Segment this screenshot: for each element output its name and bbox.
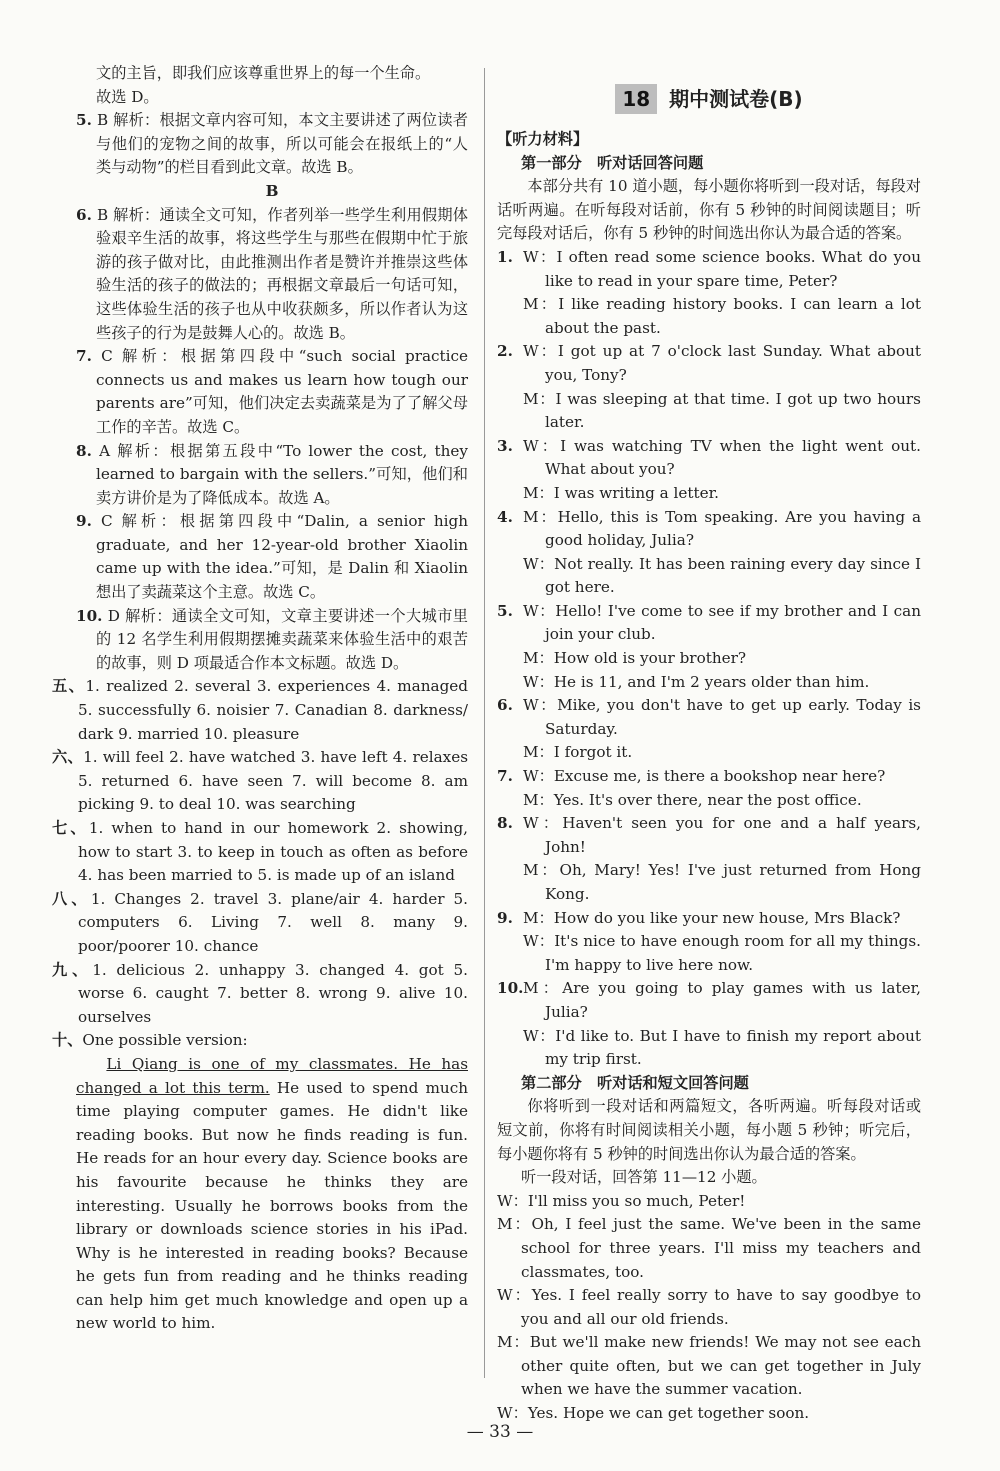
dialog-line [497,789,921,813]
answer-text: C 解析：根据第四段中“such social practice connects us and makes us learn how tough our parents are”可知，他们决定去卖蔬菜是为了了解父母工作的辛苦。故选 C。 [96,347,468,436]
dialog-text: Oh, Mary! Yes! I've just returned from Hong Kong. [545,861,921,903]
dialog-text: I was watching TV when the light went out. What about you? [545,436,921,479]
section-label: 十、 [52,1031,83,1050]
dialog-text: How do you like your new house, Mrs Black? [553,908,901,927]
dialog-line [497,930,921,977]
dialog-text: Hello! I've come to see if my brother and I can join your club. [545,601,921,644]
section-label: 八、 [52,889,91,908]
speaker: W： [523,436,561,455]
conversation-line [497,1331,921,1402]
answer-text: B 解析：根据文章内容可知，本文主要讲述了两位读者与他们的宠物之间的故事，所以可能会在报纸上的“人类与动物”的栏目看到此文章。故选 B。 [96,111,468,177]
dialog-text: Hello, this is Tom speaking. Are you having a good holiday, Julia? [545,507,921,550]
dialog-text: I was writing a letter. [553,483,720,502]
speaker: W： [523,554,555,573]
left-line-2: 故选 D。 [96,87,159,106]
dialog-line [497,293,921,340]
conversation [497,1190,921,1426]
dialog-number: 2. [497,342,513,361]
answer-8 [76,440,468,511]
speaker: W： [523,342,558,361]
dialog-number: 4. [497,507,513,526]
dialog-number: 3. [497,436,513,455]
section-answers: 1. will feel 2. have watched 3. have left 4. relaxes 5. returned 6. have seen 7. will become 8. am picking 9. to deal 10. was searching [78,748,468,814]
left-column [52,62,469,1336]
answer-7 [76,345,468,439]
conversation-line [497,1284,921,1331]
speaker: W： [497,1286,532,1305]
dialog-number: 7. [497,767,513,786]
dialog-line [497,741,921,765]
section-6 [52,746,468,817]
dialog-text: I like reading history books. I can learn a lot about the past. [545,295,921,337]
dialog-text: Mike, you don't have to get up early. Today is Saturday. [545,696,921,738]
conversation-text: But we'll make new friends! We may not see each other quite often, but we can get together in July when we have the summer vacation. [521,1333,921,1399]
dialog-line [497,340,921,387]
dialog-line [497,977,921,1024]
part1-title: 第一部分 听对话回答问题 [521,153,704,172]
dialog-line [497,812,921,859]
left-line-1: 文的主旨，即我们应该尊重世界上的每一个生命。 [96,64,431,82]
answer-text: D 解析：通读全文可知，文章主要讲述一个大城市里的 12 名学生利用假期摆摊卖蔬菜来体验生活中的艰苦的故事，则 D 项最适合作本文标题。故选 D。 [96,606,468,672]
answer-number: 6. [76,205,92,224]
answer-number: 5. [76,111,92,130]
conversation-line [497,1213,921,1284]
speaker: M： [523,507,558,526]
answer-text: C 解析：根据第四段中“Dalin, a senior high graduate, and her 12-year-old brother Xiaolin came up with the idea.”可知，是 Dalin 和 Xiaolin 想出了卖蔬菜这个主意。故选 C。 [96,512,469,602]
dialog-text: Excuse me, is there a bookshop near here? [553,767,886,786]
page-number: — 33 — [466,1422,534,1442]
dialog-line [497,388,921,435]
dialog-line [497,600,921,647]
listening-tag: 【听力材料】 [497,130,589,148]
speaker: M： [523,743,554,762]
speaker: M： [523,295,559,314]
dialog-text: It's nice to have enough room for all my things. I'm happy to live here now. [545,932,921,974]
dialog-text: Yes. It's over there, near the post office. [553,790,862,809]
conversation-line [497,1190,921,1214]
speaker: M： [523,861,560,880]
speaker: W： [523,767,554,786]
essay-body: He used to spend much time playing computer games. He didn't like reading books. But now he finds reading is fun. He reads for an hour every day. Science books are his favourite because he thinks they are interesting. Usually he borrows books from the library or downloads science stories in his iPad. Why is he interested in reading books? Because he gets fun from reading and he thinks reading can help him get much knowledge and open up a new world to him. [76,1078,468,1333]
dialog-text: I forgot it. [553,743,633,762]
answer-number: 8. [76,441,92,460]
speaker: W： [523,247,557,266]
dialog-line [497,671,921,695]
answer-5 [76,109,468,180]
dialog-number: 8. [497,814,513,833]
section-label: 六、 [52,748,84,767]
conversation-text: Yes. I feel really sorry to have to say goodbye to you and all our old friends. [521,1286,921,1328]
answer-10 [76,605,468,676]
speaker: W： [523,672,554,691]
section-label: 七、 [52,819,89,837]
speaker: M： [523,649,554,668]
speaker: M： [497,1333,530,1352]
dialog-line [497,506,921,553]
section-answers: 1. delicious 2. unhappy 3. changed 4. got 5. worse 6. caught 7. better 8. wrong 9. alive 10. ourselves [78,960,469,1026]
dialog-text: He is 11, and I'm 2 years older than him. [553,672,870,691]
section-b: B [265,181,279,200]
dialog-line [497,435,921,482]
dialog-line [497,246,921,293]
answer-9 [76,510,468,604]
column-divider [484,68,485,1378]
dialog-text: Haven't seen you for one and a half years, John! [545,814,921,856]
test-title [497,84,921,114]
part2-intro: 你将听到一段对话和两篇短文，各听两遍。听每段对话或短文前，你将有时间阅读相关小题，每小题 5 秒钟；听完后，每小题你将有 5 秒钟的时间选出你认为最合适的答案。 [497,1097,921,1163]
speaker: M： [523,979,563,998]
section-label: 五、 [52,677,86,696]
dialog-line [497,1025,921,1072]
right-column [497,62,921,1426]
speaker: W： [523,932,555,951]
dialog-text: I got up at 7 o'clock last Sunday. What about you, Tony? [545,342,921,384]
answer-6 [76,204,468,346]
part2-title: 第二部分 听对话和短文回答问题 [521,1073,749,1092]
dialog-line [497,907,921,931]
answer-number: 7. [76,347,92,366]
section-answers: 1. realized 2. several 3. experiences 4. managed 5. successfully 6. noisier 7. Canadian 8. darkness/ dark 9. married 10. pleasure [78,677,469,743]
part1-intro: 本部分共有 10 道小题，每小题你将听到一段对话，每段对话听两遍。在听每段对话前，你有 5 秒钟的时间阅读题目；听完每段对话后，你有 5 秒钟的时间选出你认为最合适的答案。 [497,177,921,243]
dialog-list [497,246,921,1072]
dialog-line [497,482,921,506]
dialog-text: I often read some science books. What do you like to read in your spare time, Peter? [545,247,921,290]
section-5 [52,675,468,746]
speaker: M： [523,389,556,408]
speaker: W： [497,1191,528,1210]
speaker: W： [497,1404,528,1423]
speaker: W： [523,601,556,620]
dialog-line [497,553,921,600]
section-8 [52,888,468,959]
section-10 [52,1029,468,1053]
speaker: W： [523,814,563,833]
dialog-text: I'd like to. But I have to finish my report about my trip first. [545,1026,921,1069]
section-answers: 1. when to hand in our homework 2. showing, how to start 3. to keep in touch as often as before 4. has been married to 5. is made up of an island [78,819,468,885]
dialog-number: 9. [497,908,513,927]
section-answers: 1. Changes 2. travel 3. plane/air 4. harder 5. computers 6. Living 7. well 8. many 9. poor/poorer 10. chance [78,889,469,955]
dialog-number: 10. [497,979,524,998]
dialog-text: Not really. It has been raining every day since I got here. [545,554,921,597]
answer-number: 9. [76,512,92,531]
conversation-text: Oh, I feel just the same. We've been in the same school for three years. I'll miss my teachers and classmates, too. [521,1215,921,1281]
essay-underlined: Li Qiang is one of my classmates. He has changed a lot this term. [76,1054,468,1097]
section-7 [52,817,468,888]
conversation-text: Yes. Hope we can get together soon. [527,1404,810,1423]
sample-essay [76,1053,468,1336]
test-number-badge: 18 [615,84,657,114]
sub-instruction: 听一段对话，回答第 11—12 小题。 [521,1168,767,1187]
conversation-text: I'll miss you so much, Peter! [527,1191,746,1210]
speaker: M： [497,1215,532,1234]
speaker: M： [523,908,554,927]
speaker: W： [523,696,558,715]
section-label: 九、 [52,960,93,979]
dialog-line [497,694,921,741]
dialog-text: I was sleeping at that time. I got up two hours later. [545,389,921,432]
dialog-text: Are you going to play games with us later, Julia? [545,979,921,1021]
answer-number: 10. [76,606,103,625]
speaker: M： [523,790,554,809]
section-9 [52,959,468,1030]
dialog-number: 1. [497,247,513,266]
dialog-line [497,859,921,906]
answer-text: B 解析：通读全文可知，作者列举一些学生利用假期体验艰辛生活的故事，将这些学生与那些在假期中忙于旅游的孩子做对比，由此推测出作者是赞许并推崇这些体验生活的孩子的做法的；再根据文章最后一句话可知，这些体验生活的孩子也从中收获颇多，所以作者认为这些孩子的行为是鼓舞人心的。故选 B。 [96,205,468,342]
speaker: M： [523,483,554,502]
dialog-number: 6. [497,696,513,715]
section-answers: One possible version: [82,1031,248,1050]
answer-text: A 解析：根据第五段中“To lower the cost, they learned to bargain with the sellers.”可知，他们和卖方讲价是为了降低成本。故选 A。 [96,441,469,507]
dialog-text: How old is your brother? [553,649,746,668]
dialog-line [497,765,921,789]
dialog-line [497,647,921,671]
speaker: W： [523,1026,556,1045]
dialog-number: 5. [497,601,513,620]
test-title-text: 期中测试卷(B) [669,87,803,111]
